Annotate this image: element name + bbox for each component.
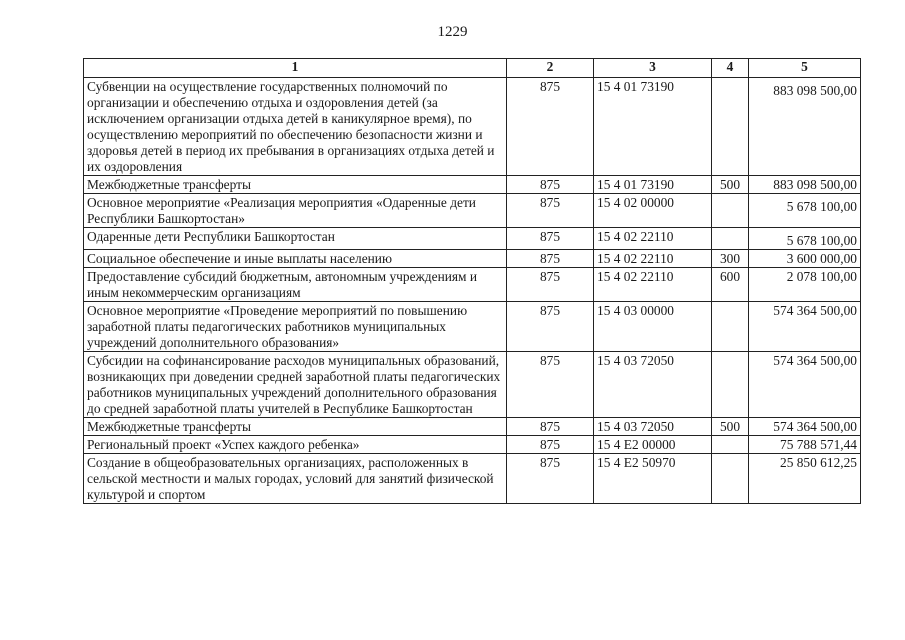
- row-sum: 574 364 500,00: [749, 352, 861, 418]
- table-row: [84, 78, 861, 176]
- row-code: 875: [507, 436, 594, 454]
- row-sum: 75 788 571,44: [749, 436, 861, 454]
- budget-table: [83, 58, 861, 504]
- row-sum: 2 078 100,00: [749, 268, 861, 302]
- row-csr: 15 4 02 00000: [594, 194, 712, 228]
- row-code: 875: [507, 176, 594, 194]
- table-row: [84, 436, 861, 454]
- row-csr: 15 4 03 72050: [594, 418, 712, 436]
- row-sum: 883 098 500,00: [749, 176, 861, 194]
- table-row: [84, 176, 861, 194]
- row-name: Предоставление субсидий бюджетным, автономным учреждениям и иным некоммерческим организациям: [84, 268, 507, 302]
- row-name: Межбюджетные трансферты: [84, 176, 507, 194]
- row-name: Субвенции на осуществление государственных полномочий по организации и обеспечению отдыха и оздоровления детей (за исключением организации отдыха детей в каникулярное время), по осуществлению мероприятий по обеспечению безопасности жизни и здоровья детей в период их пребывания в организациях отдыха детей и их оздоровления: [84, 78, 507, 176]
- row-vr: 500: [712, 418, 749, 436]
- table-row: [84, 454, 861, 504]
- row-code: 875: [507, 302, 594, 352]
- table-row: [84, 352, 861, 418]
- column-header-4: 4: [712, 59, 749, 78]
- row-vr: [712, 228, 749, 250]
- row-csr: 15 4 E2 50970: [594, 454, 712, 504]
- row-sum: 3 600 000,00: [749, 250, 861, 268]
- row-csr: 15 4 01 73190: [594, 176, 712, 194]
- table-row: [84, 268, 861, 302]
- column-header-3: 3: [594, 59, 712, 78]
- row-name: Одаренные дети Республики Башкортостан: [84, 228, 507, 250]
- row-vr: [712, 436, 749, 454]
- row-sum: 25 850 612,25: [749, 454, 861, 504]
- row-vr: 300: [712, 250, 749, 268]
- row-vr: [712, 454, 749, 504]
- row-csr: 15 4 02 22110: [594, 228, 712, 250]
- row-csr: 15 4 03 00000: [594, 302, 712, 352]
- row-csr: 15 4 02 22110: [594, 250, 712, 268]
- row-name: Субсидии на софинансирование расходов муниципальных образований, возникающих при доведении средней заработной платы педагогических работников муниципальных учреждений дополнительного образования до средней заработной платы учителей в Республике Башкортостан: [84, 352, 507, 418]
- table-row: [84, 250, 861, 268]
- row-vr: [712, 352, 749, 418]
- column-header-1: 1: [84, 59, 507, 78]
- row-csr: 15 4 01 73190: [594, 78, 712, 176]
- table-row: [84, 228, 861, 250]
- row-name: Социальное обеспечение и иные выплаты населению: [84, 250, 507, 268]
- row-vr: [712, 194, 749, 228]
- row-code: 875: [507, 78, 594, 176]
- row-name: Межбюджетные трансферты: [84, 418, 507, 436]
- row-csr: 15 4 E2 00000: [594, 436, 712, 454]
- column-header-2: 2: [507, 59, 594, 78]
- row-sum: 5 678 100,00: [749, 194, 861, 228]
- row-name: Создание в общеобразовательных организациях, расположенных в сельской местности и малых городах, условий для занятий физической культурой и спортом: [84, 454, 507, 504]
- row-sum: 5 678 100,00: [749, 228, 861, 250]
- row-csr: 15 4 02 22110: [594, 268, 712, 302]
- row-code: 875: [507, 454, 594, 504]
- row-vr: 500: [712, 176, 749, 194]
- row-sum: 883 098 500,00: [749, 78, 861, 176]
- row-code: 875: [507, 194, 594, 228]
- table-row: [84, 418, 861, 436]
- row-vr: [712, 78, 749, 176]
- row-code: 875: [507, 250, 594, 268]
- column-header-5: 5: [749, 59, 861, 78]
- table-row: [84, 194, 861, 228]
- row-name: Основное мероприятие «Реализация мероприятия «Одаренные дети Республики Башкортостан»: [84, 194, 507, 228]
- row-name: Региональный проект «Успех каждого ребенка»: [84, 436, 507, 454]
- row-code: 875: [507, 268, 594, 302]
- row-code: 875: [507, 352, 594, 418]
- table-row: [84, 302, 861, 352]
- row-vr: 600: [712, 268, 749, 302]
- row-code: 875: [507, 418, 594, 436]
- row-name: Основное мероприятие «Проведение мероприятий по повышению заработной платы педагогических работников муниципальных учреждений дополнительного образования»: [84, 302, 507, 352]
- table-header-row: [84, 59, 861, 78]
- row-vr: [712, 302, 749, 352]
- row-code: 875: [507, 228, 594, 250]
- row-sum: 574 364 500,00: [749, 418, 861, 436]
- page-number: 1229: [437, 24, 468, 40]
- row-sum: 574 364 500,00: [749, 302, 861, 352]
- row-csr: 15 4 03 72050: [594, 352, 712, 418]
